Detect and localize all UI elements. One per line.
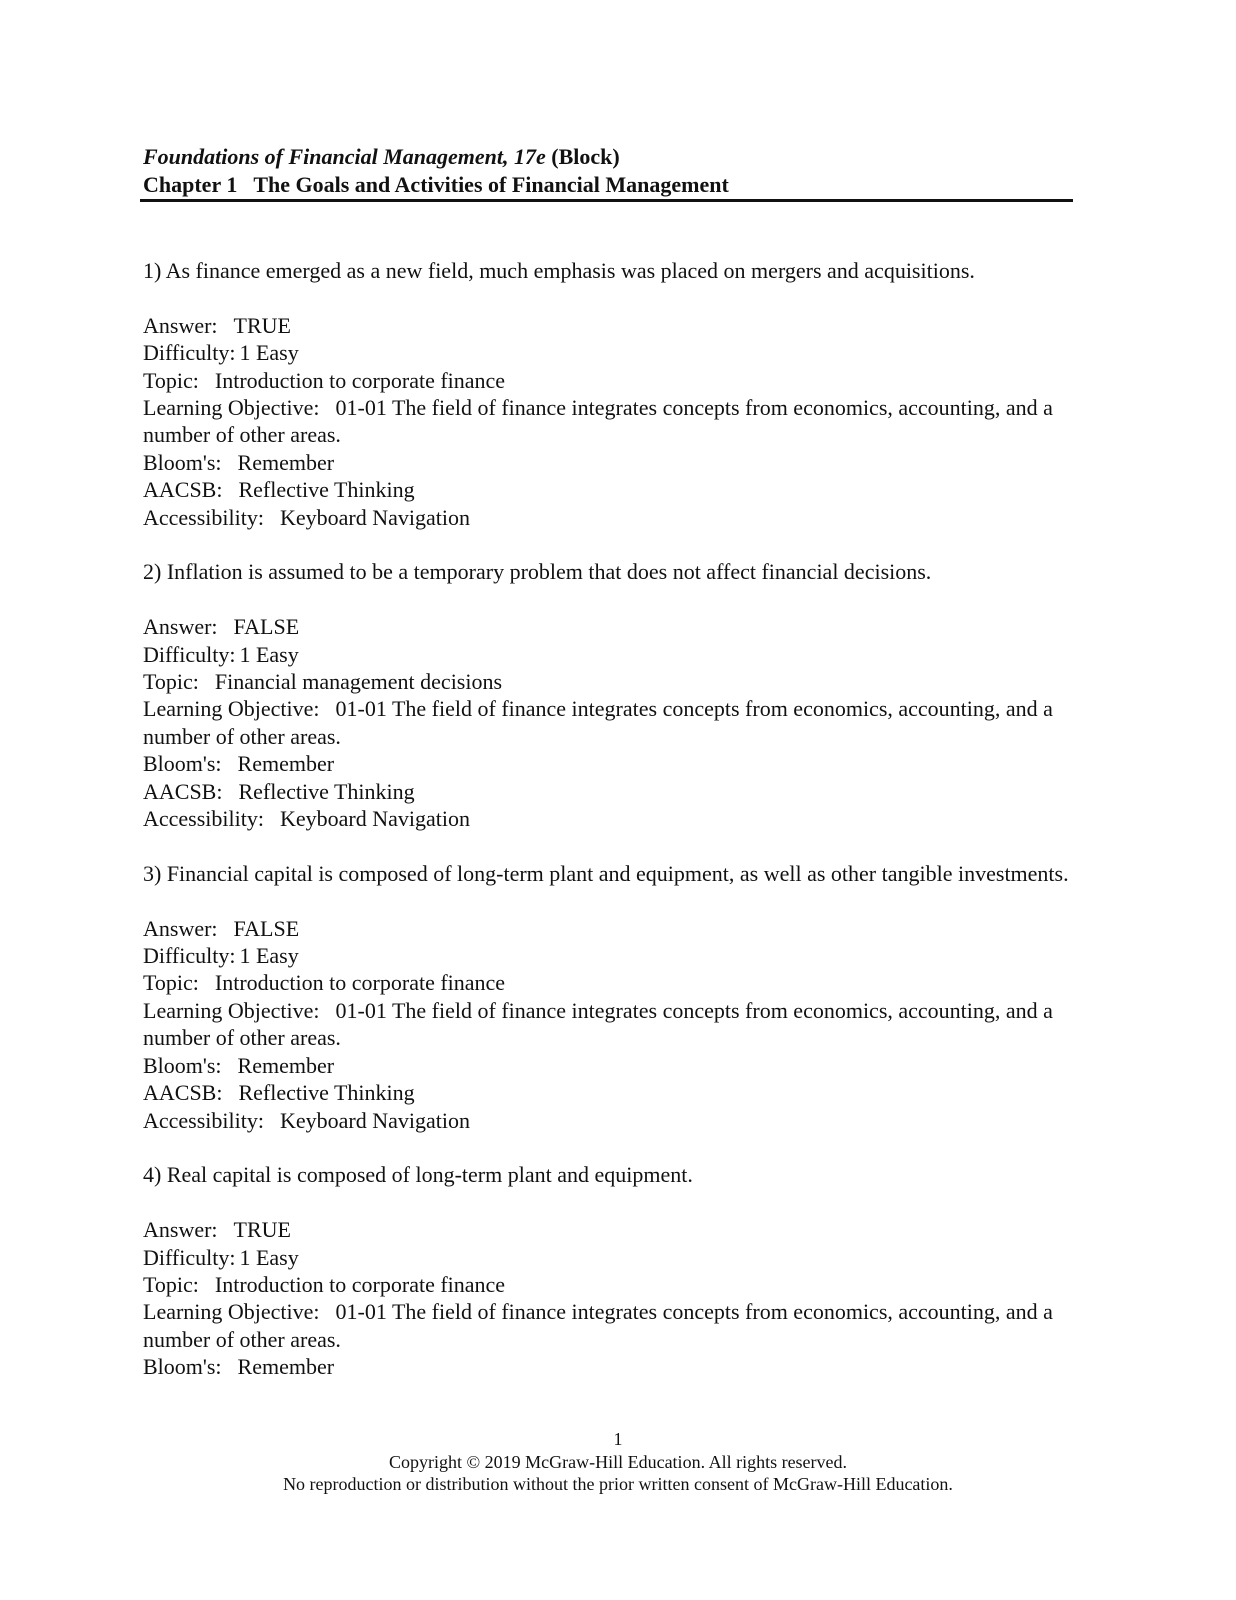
- header-divider: [140, 199, 1073, 202]
- learning-objective-value: 01-01 The field of finance integrates concepts from economics, accounting, and a number of other areas.: [143, 395, 1053, 448]
- blooms-value: Remember: [237, 751, 335, 777]
- topic-value: Introduction to corporate finance: [214, 367, 506, 393]
- field-label: AACSB:: [143, 778, 223, 804]
- aacsb-value: Reflective Thinking: [238, 778, 415, 804]
- copyright-notice: Copyright © 2019 McGraw-Hill Education. All rights reserved.: [388, 1451, 848, 1472]
- chapter-label: Chapter 1: [143, 172, 238, 197]
- aacsb-field: [143, 1079, 1078, 1106]
- answer-value: TRUE: [233, 312, 291, 338]
- field-label: Accessibility:: [143, 806, 264, 832]
- chapter-title: The Goals and Activities of Financial Management: [253, 172, 729, 197]
- field-label: Difficulty:: [143, 1244, 236, 1270]
- field-label: Bloom's:: [143, 1354, 222, 1380]
- blooms-field: [143, 449, 1078, 476]
- topic-field: [143, 1271, 1078, 1298]
- field-label: Topic:: [143, 367, 199, 393]
- topic-value: Introduction to corporate finance: [214, 970, 506, 996]
- field-label: Difficulty:: [143, 943, 236, 969]
- topic-field: [143, 367, 1078, 394]
- field-label: Difficulty:: [143, 641, 236, 667]
- question-text: 3) Financial capital is composed of long-term plant and equipment, as well as other tangible investments.: [143, 860, 1069, 886]
- field-label: Answer:: [143, 312, 218, 338]
- book-title-line: [143, 143, 1073, 171]
- questions-list: [143, 257, 1078, 1408]
- field-label: Learning Objective:: [143, 1299, 320, 1325]
- learning-objective-value: 01-01 The field of finance integrates concepts from economics, accounting, and a number of other areas.: [143, 696, 1053, 749]
- field-label: Learning Objective:: [143, 997, 320, 1023]
- book-title: Foundations of Financial Management, 17e: [143, 144, 546, 169]
- difficulty-value: 1 Easy: [239, 1244, 299, 1270]
- blooms-value: Remember: [237, 1354, 335, 1380]
- answer-value: FALSE: [233, 915, 300, 941]
- document-header: [143, 143, 1073, 199]
- question-text: 2) Inflation is assumed to be a temporary problem that does not affect financial decisions.: [143, 559, 932, 585]
- blooms-value: Remember: [237, 1052, 335, 1078]
- book-author: (Block): [551, 144, 620, 169]
- topic-value: Financial management decisions: [214, 669, 503, 695]
- blooms-value: Remember: [237, 449, 335, 475]
- learning-objective-value: 01-01 The field of finance integrates concepts from economics, accounting, and a number of other areas.: [143, 1299, 1053, 1352]
- aacsb-field: [143, 476, 1078, 503]
- answer-value: TRUE: [233, 1217, 291, 1243]
- field-label: Bloom's:: [143, 751, 222, 777]
- field-label: Answer:: [143, 1217, 218, 1243]
- topic-value: Introduction to corporate finance: [214, 1271, 506, 1297]
- difficulty-value: 1 Easy: [239, 340, 299, 366]
- field-label: Accessibility:: [143, 504, 264, 530]
- reproduction-notice: No reproduction or distribution without the prior written consent of McGraw-Hill Education.: [283, 1474, 953, 1494]
- learning-objective-field: [143, 695, 1078, 750]
- difficulty-field: [143, 1244, 1078, 1271]
- field-label: Topic:: [143, 970, 199, 996]
- learning-objective-field: [143, 1298, 1078, 1353]
- field-label: Difficulty:: [143, 340, 236, 366]
- answer-field: [143, 312, 1078, 339]
- aacsb-value: Reflective Thinking: [238, 1080, 415, 1106]
- field-label: Learning Objective:: [143, 696, 320, 722]
- accessibility-field: [143, 805, 1078, 832]
- accessibility-field: [143, 504, 1078, 531]
- question-text: 4) Real capital is composed of long-term plant and equipment.: [143, 1162, 693, 1188]
- accessibility-value: Keyboard Navigation: [279, 1107, 470, 1133]
- aacsb-field: [143, 778, 1078, 805]
- question-item: [143, 1161, 1078, 1380]
- field-label: Answer:: [143, 614, 218, 640]
- page-number: 1: [613, 1429, 623, 1449]
- accessibility-value: Keyboard Navigation: [279, 806, 470, 832]
- answer-field: [143, 915, 1078, 942]
- field-label: Bloom's:: [143, 1052, 222, 1078]
- field-label: Topic:: [143, 669, 199, 695]
- question-item: [143, 257, 1078, 531]
- accessibility-value: Keyboard Navigation: [279, 504, 470, 530]
- blooms-field: [143, 750, 1078, 777]
- accessibility-field: [143, 1107, 1078, 1134]
- answer-field: [143, 613, 1078, 640]
- field-label: AACSB:: [143, 1080, 223, 1106]
- chapter-title-line: [143, 171, 1073, 199]
- field-label: Answer:: [143, 915, 218, 941]
- answer-field: [143, 1216, 1078, 1243]
- field-label: Accessibility:: [143, 1107, 264, 1133]
- page-footer: [0, 1428, 1236, 1496]
- blooms-field: [143, 1353, 1078, 1380]
- field-label: Bloom's:: [143, 449, 222, 475]
- difficulty-field: [143, 942, 1078, 969]
- learning-objective-value: 01-01 The field of finance integrates concepts from economics, accounting, and a number of other areas.: [143, 997, 1053, 1051]
- blooms-field: [143, 1052, 1078, 1079]
- learning-objective-field: [143, 997, 1078, 1052]
- field-label: AACSB:: [143, 477, 223, 503]
- question-item: [143, 558, 1078, 832]
- aacsb-value: Reflective Thinking: [238, 477, 415, 503]
- field-label: Learning Objective:: [143, 395, 320, 421]
- question-item: [143, 860, 1078, 1134]
- difficulty-field: [143, 339, 1078, 366]
- answer-value: FALSE: [233, 614, 300, 640]
- difficulty-value: 1 Easy: [239, 641, 299, 667]
- difficulty-value: 1 Easy: [239, 943, 299, 969]
- difficulty-field: [143, 641, 1078, 668]
- topic-field: [143, 668, 1078, 695]
- question-text: 1) As finance emerged as a new field, much emphasis was placed on mergers and acquisitions.: [143, 258, 975, 283]
- topic-field: [143, 969, 1078, 996]
- field-label: Topic:: [143, 1271, 199, 1297]
- learning-objective-field: [143, 394, 1078, 449]
